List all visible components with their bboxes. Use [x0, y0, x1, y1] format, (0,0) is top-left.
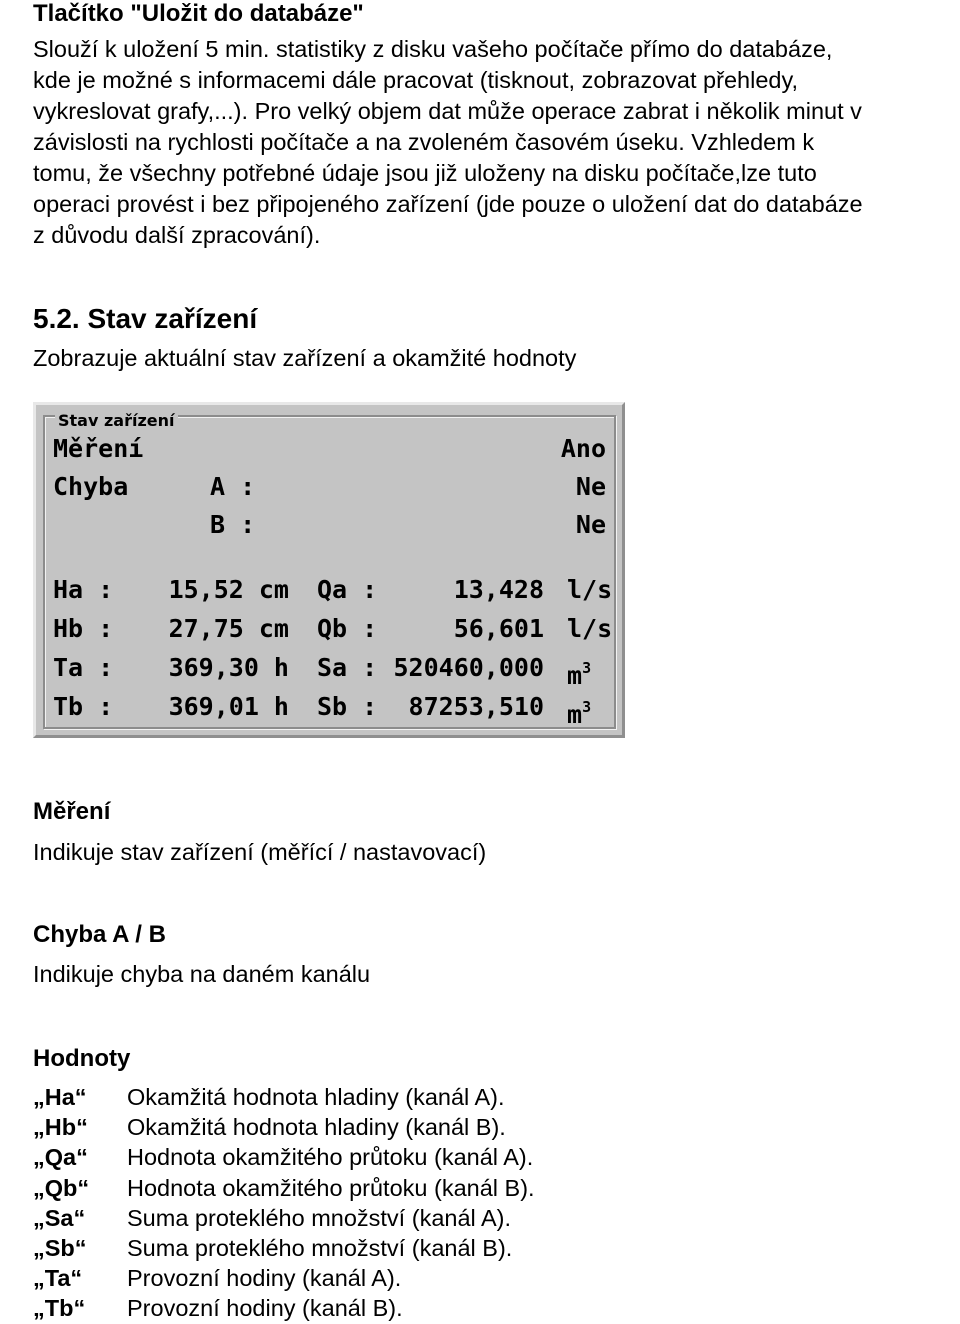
mereni-value: Ano [560, 434, 606, 463]
ha-label: Ha : [53, 575, 114, 604]
intro-line: kde je možné s informacemi dále pracovat (tisknout, zobrazovat přehledy, [33, 67, 798, 93]
legend-key: „Ta“ [33, 1265, 83, 1292]
legend-description: Suma proteklého množství (kanál A). [127, 1204, 512, 1231]
legend-description: Provozní hodiny (kanál B). [127, 1295, 403, 1322]
legend-row [33, 1142, 933, 1172]
mereni-description: Indikuje stav zařízení (měřící / nastavovací) [33, 839, 487, 865]
qb-label: Qb : [317, 614, 378, 643]
hodnoty-heading: Hodnoty [33, 1045, 131, 1072]
mereni-label: Měření [53, 434, 144, 463]
intro-line: závislosti na rychlosti počítače a na zvoleném časovém úseku. Vzhledem k [33, 129, 815, 155]
sa-value: 520460,000 [393, 653, 544, 682]
mereni-heading: Měření [33, 798, 111, 825]
qa-unit: l/s [567, 575, 613, 604]
legend-description: Okamžitá hodnota hladiny (kanál B). [127, 1114, 506, 1141]
legend-row [33, 1173, 933, 1203]
intro-line: Slouží k uložení 5 min. statistiky z disku vašeho počítače přímo do databáze, [33, 36, 833, 62]
ta-value: 369,30 h [168, 653, 289, 682]
legend-key: „Tb“ [33, 1295, 86, 1322]
intro-line: tomu, že všechny potřebné údaje jsou již uloženy na disku počítače,lze tuto [33, 160, 817, 186]
section-title: 5.2. Stav zařízení [33, 303, 258, 334]
legend-key: „Hb“ [33, 1114, 88, 1141]
intro-line: z důvodu další zpracování). [33, 222, 321, 248]
sb-unit [567, 692, 591, 730]
qb-unit: l/s [567, 614, 613, 643]
legend-description: Hodnota okamžitého průtoku (kanál A). [127, 1144, 534, 1171]
sa-unit [567, 653, 591, 691]
chyba-a-label: A : [210, 472, 256, 501]
chyba-a-value: Ne [575, 472, 606, 501]
legend-description: Suma proteklého množství (kanál B). [127, 1234, 513, 1261]
sb-label: Sb : [317, 692, 378, 721]
button-section-heading: Tlačítko "Uložit do databáze" [33, 0, 364, 27]
sb-value: 87253,510 [408, 692, 544, 721]
section-subtitle: Zobrazuje aktuální stav zařízení a okamžité hodnoty [33, 345, 577, 371]
sa-unit-base: m [567, 661, 583, 690]
sa-unit-exp: 3 [582, 659, 592, 677]
legend-row [33, 1263, 933, 1293]
legend-description: Okamžitá hodnota hladiny (kanál A). [127, 1084, 505, 1110]
legend-row [33, 1082, 933, 1112]
chyba-label: Chyba [53, 472, 129, 501]
sb-unit-exp: 3 [582, 698, 592, 716]
sa-label: Sa : [317, 653, 378, 682]
legend-description: Provozní hodiny (kanál A). [127, 1265, 402, 1292]
tb-label: Tb : [53, 692, 114, 721]
intro-paragraph [33, 34, 863, 251]
legend-row [33, 1233, 933, 1263]
qa-label: Qa : [317, 575, 378, 604]
legend-key: „Sb“ [33, 1234, 87, 1261]
chyba-b-value: Ne [575, 510, 606, 539]
tb-value: 369,01 h [168, 692, 289, 721]
chyba-heading: Chyba A / B [33, 921, 166, 948]
ta-label: Ta : [53, 653, 114, 682]
legend-key: „Qa“ [33, 1144, 88, 1171]
ha-value: 15,52 cm [168, 575, 289, 604]
hb-value: 27,75 cm [168, 614, 289, 643]
qa-value: 13,428 [453, 575, 544, 604]
status-groupbox [43, 411, 616, 729]
intro-line: operaci provést i bez připojeného zařízení (jde pouze o uložení dat do databáze [33, 191, 863, 217]
legend-row [33, 1293, 933, 1323]
intro-line: vykreslovat grafy,...). Pro velký objem dat může operace zabrat i několik minut v [33, 98, 862, 124]
legend-key: „Sa“ [33, 1204, 86, 1231]
legend-key: „Ha“ [33, 1084, 87, 1110]
legend-row [33, 1203, 933, 1233]
legend-key: „Qb“ [33, 1174, 90, 1201]
chyba-description: Indikuje chyba na daném kanálu [33, 961, 371, 987]
chyba-b-label: B : [210, 510, 256, 539]
device-status-panel [33, 402, 625, 738]
hb-label: Hb : [53, 614, 114, 643]
legend-row [33, 1112, 933, 1142]
groupbox-title: Stav zařízení [55, 413, 178, 429]
sb-unit-base: m [567, 700, 583, 729]
values-legend [33, 1082, 933, 1324]
qb-value: 56,601 [453, 614, 544, 643]
legend-description: Hodnota okamžitého průtoku (kanál B). [127, 1174, 535, 1201]
